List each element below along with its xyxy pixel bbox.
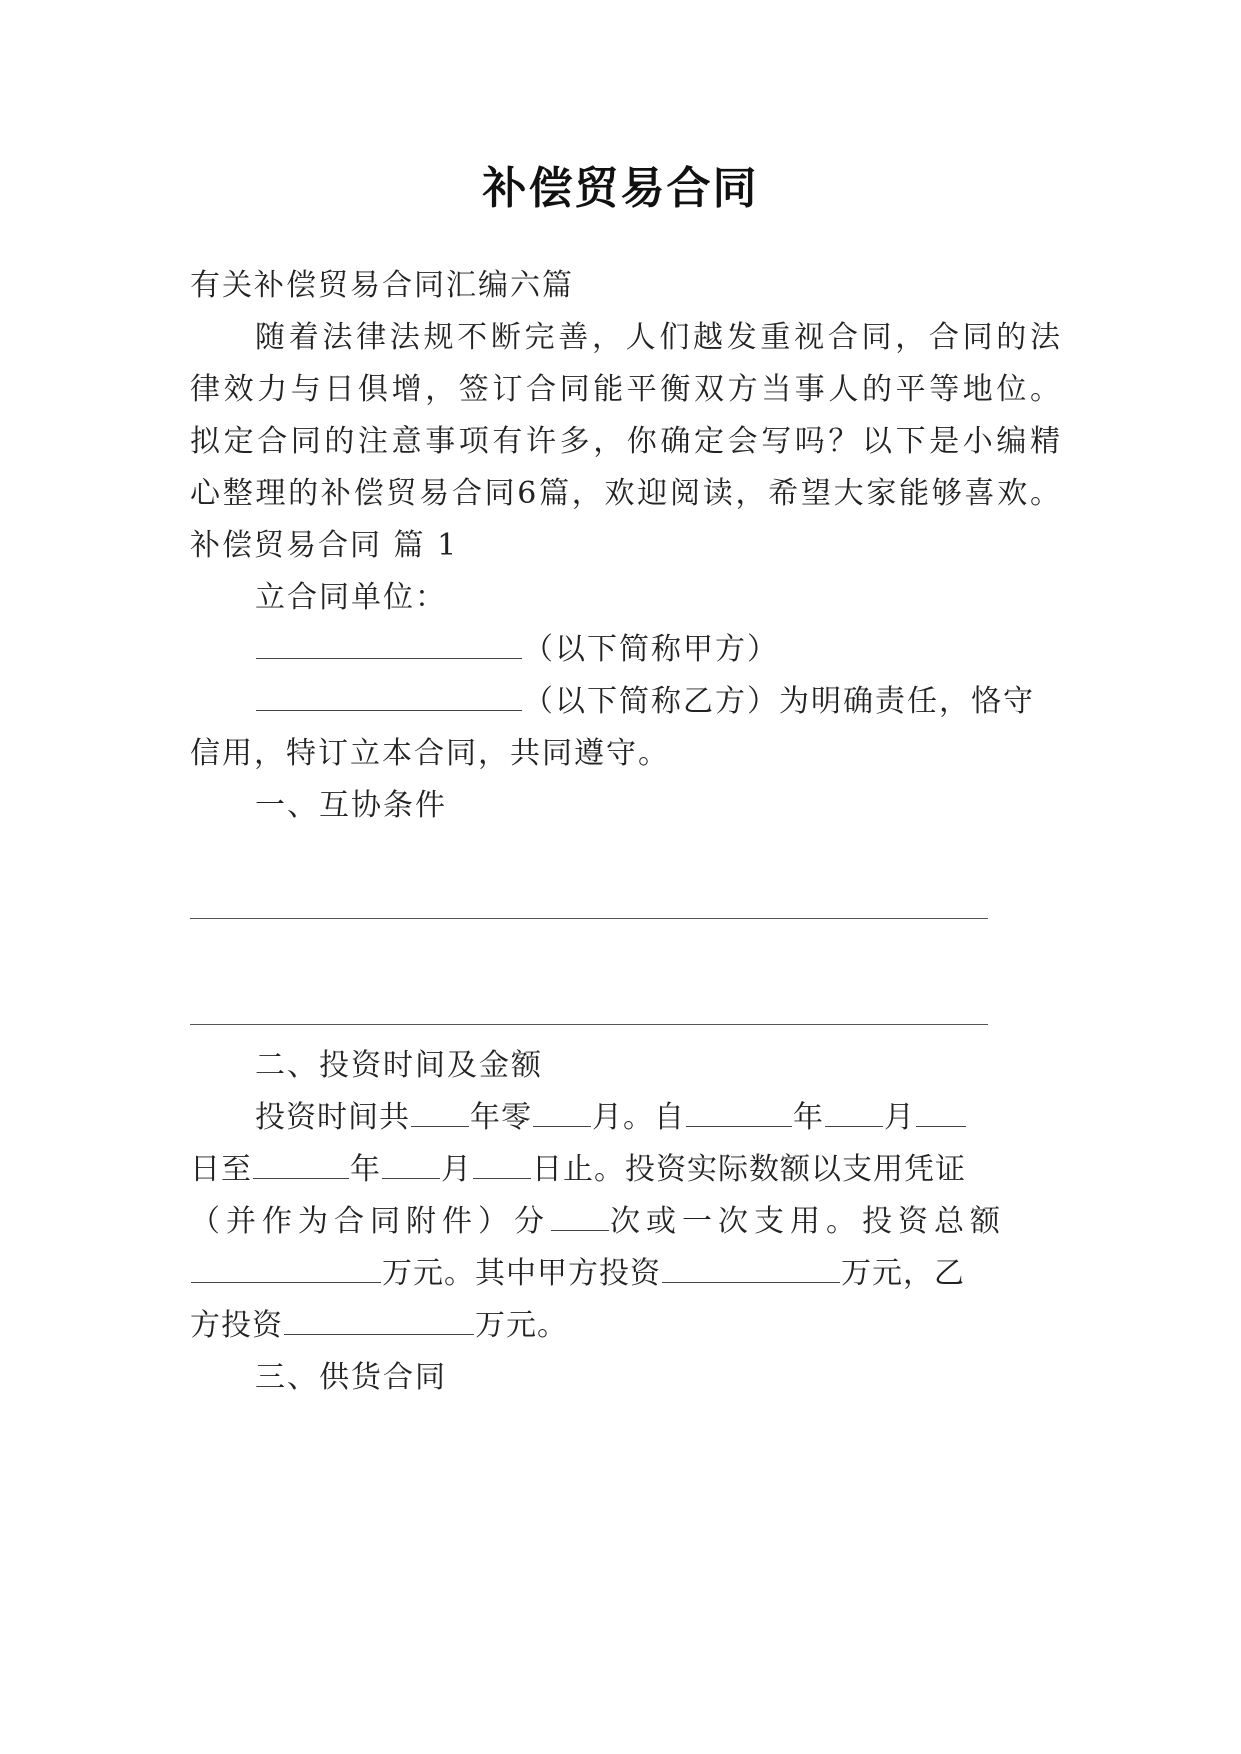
blank-field bbox=[662, 1254, 840, 1283]
clause-2-line-3 bbox=[190, 1202, 1060, 1242]
blank-field bbox=[411, 1098, 469, 1127]
parties-label: 立合同单位： bbox=[255, 580, 447, 615]
clause-2-text: 月 bbox=[884, 1100, 915, 1135]
clause-2-text: 万元。 bbox=[475, 1308, 568, 1343]
party-b-blank bbox=[256, 682, 522, 711]
blank-field bbox=[825, 1098, 883, 1127]
clause-2-text: 次或一次支用。投资总额 bbox=[610, 1204, 1006, 1239]
clause-2-text: 月 bbox=[441, 1152, 472, 1187]
party-b-continuation: 信用，特订立本合同，共同遵守。 bbox=[190, 736, 670, 771]
party-b-line bbox=[255, 682, 1060, 722]
clause-2-text: 年零 bbox=[470, 1100, 532, 1135]
document-title: 补偿贸易合同 bbox=[482, 163, 759, 214]
party-b-text: （以下简称乙方）为明确责任，恪守 bbox=[523, 684, 1035, 719]
blank-field bbox=[551, 1202, 609, 1231]
clause-2-text: 月。自 bbox=[592, 1100, 685, 1135]
blank-field bbox=[284, 1306, 474, 1335]
clause-2-text: 年 bbox=[350, 1152, 381, 1187]
clause-1-blank-line-1 bbox=[190, 918, 988, 919]
clause-1-heading: 一、互协条件 bbox=[255, 788, 447, 823]
blank-field bbox=[686, 1098, 792, 1127]
intro-line-1: 随着法律法规不断完善，人们越发重视合同，合同的法 bbox=[255, 320, 1060, 355]
blank-field bbox=[533, 1098, 591, 1127]
clause-1-blank-line-2 bbox=[190, 1024, 988, 1025]
clause-2-heading: 二、投资时间及金额 bbox=[255, 1048, 543, 1083]
clause-2-text: 日至 bbox=[190, 1152, 252, 1187]
clause-2-line-4 bbox=[190, 1254, 1060, 1294]
intro-line-3: 拟定合同的注意事项有许多，你确定会写吗？以下是小编精 bbox=[190, 424, 1060, 459]
clause-2-text: 方投资 bbox=[190, 1308, 283, 1343]
intro-line-2: 律效力与日俱增，签订合同能平衡双方当事人的平等地位。 bbox=[190, 372, 1060, 407]
clause-2-text: （并作为合同附件）分 bbox=[190, 1204, 550, 1239]
party-a-text: （以下简称甲方） bbox=[523, 632, 779, 667]
clause-2-text: 投资时间共 bbox=[255, 1100, 410, 1135]
clause-2-text: 日止。投资实际数额以支用凭证 bbox=[532, 1152, 966, 1187]
blank-field bbox=[916, 1098, 966, 1127]
clause-3-heading: 三、供货合同 bbox=[255, 1360, 447, 1395]
party-a-line bbox=[255, 630, 1060, 670]
blank-field bbox=[253, 1150, 349, 1179]
document-subtitle: 有关补偿贸易合同汇编六篇 bbox=[190, 268, 574, 303]
clause-2-text: 万元。其中甲方投资 bbox=[382, 1256, 661, 1291]
clause-2-line-5 bbox=[190, 1306, 1060, 1346]
party-a-blank bbox=[256, 630, 522, 659]
blank-field bbox=[473, 1150, 531, 1179]
blank-field bbox=[382, 1150, 440, 1179]
clause-2-text: 万元，乙 bbox=[841, 1256, 965, 1291]
intro-line-4: 心整理的补偿贸易合同6篇，欢迎阅读，希望大家能够喜欢。 bbox=[190, 476, 1060, 511]
clause-2-text: 年 bbox=[793, 1100, 824, 1135]
clause-2-line-2 bbox=[190, 1150, 1060, 1190]
blank-field bbox=[191, 1254, 381, 1283]
clause-2-line-1 bbox=[255, 1098, 1060, 1138]
section-heading: 补偿贸易合同 篇 1 bbox=[190, 528, 459, 563]
